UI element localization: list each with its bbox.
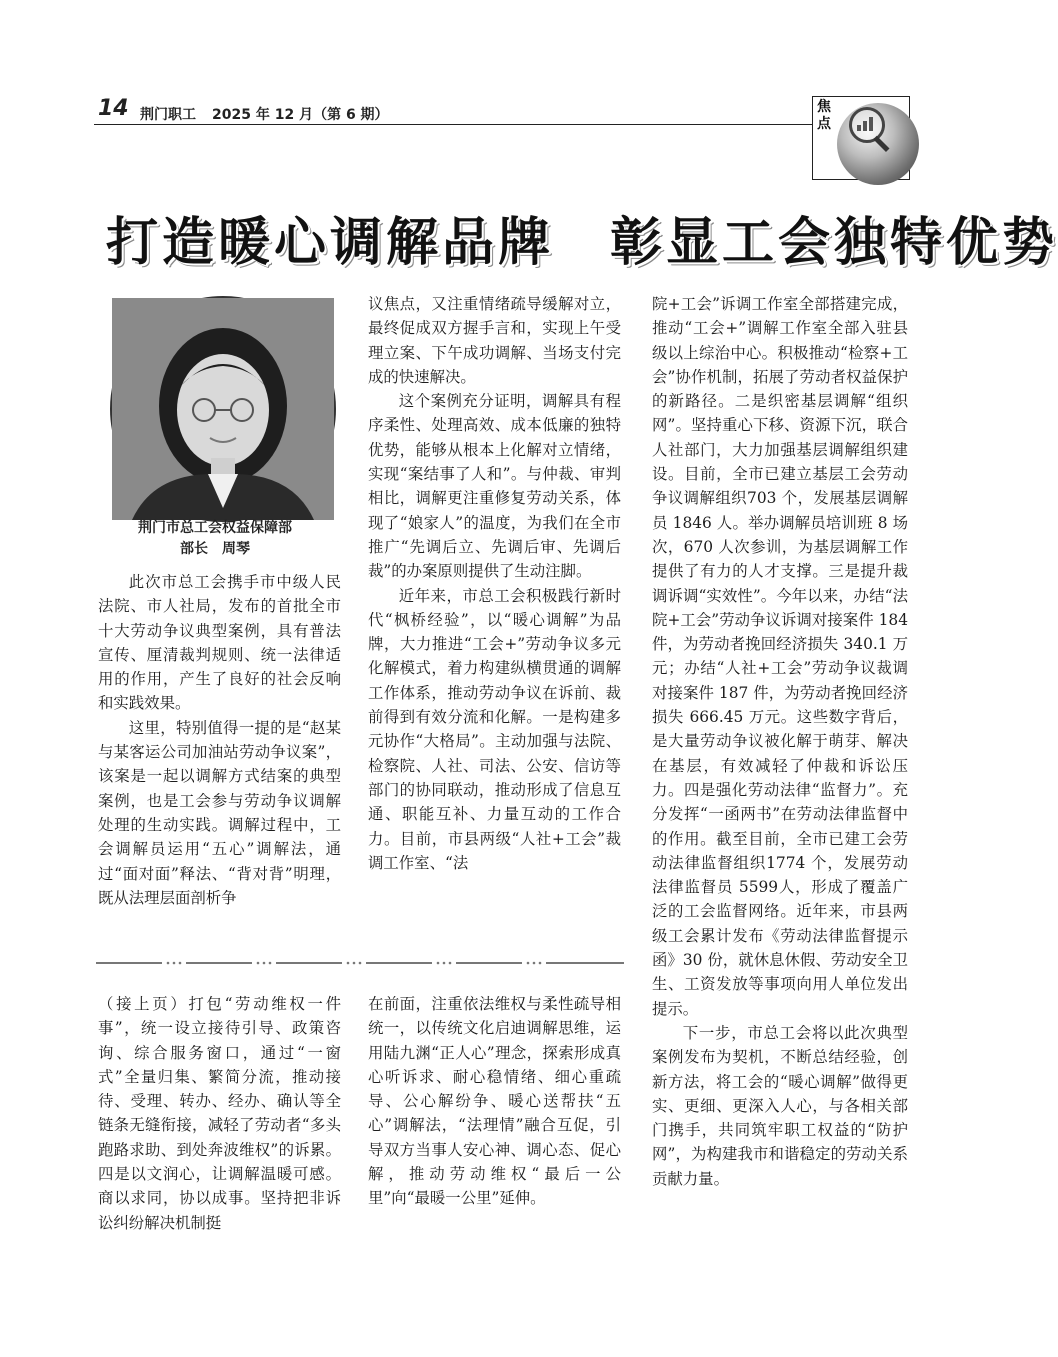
portrait-illustration: [112, 298, 334, 520]
paragraph: 近年来，市总工会积极践行新时代“枫桥经验”，以“暖心调解”为品牌，大力推进“工会+”劳动争议多元化解模式，着力构建纵横贯通的调解工作体系，推动劳动争议在诉前、裁前得到有效分流和化解。一是构建多元协作“大格局”。主动加强与法院、检察院、人社、司法、公安、信访等部门的协同联动，推动形成了信息互通、职能互补、力量互动的工作合力。目前，市县两级“人社+工会”裁调工作室、“法: [368, 586, 621, 872]
publication-name: 荆门职工: [140, 107, 196, 123]
issue-date: 2025 年 12 月（第 6 期）: [212, 107, 389, 123]
paragraph: 这里，特别值得一提的是“赵某与某客运公司加油站劳动争议案”，该案是一起以调解方式结案的典型案例，也是工会参与劳动争议调解处理的生动实践。调解过程中，工会调解员运用“五心”调解法，通过“面对面”释法、“背对背”明理，既从法理层面剖析争: [98, 718, 341, 907]
photo-caption: [104, 518, 326, 560]
continued-column-1: [98, 992, 341, 1235]
header-rule: [94, 124, 812, 125]
page-number: 14: [98, 96, 129, 121]
article-column-3: [652, 292, 908, 1191]
paragraph: 此次市总工会携手市中级人民法院、市人社局，发布的首批全市十大劳动争议典型案例，具有普法宣传、厘清裁判规则、统一法律适用的作用，产生了良好的社会反响和实践效果。: [98, 573, 341, 713]
article-column-2: [368, 292, 621, 875]
article-column-1: [98, 570, 341, 910]
paragraph: 下一步，市总工会将以此次典型案例发布为契机，不断总结经验，创新方法，将工会的“暖心调解”做得更实、更细、更深入人心，与各相关部门携手，共同筑牢职工权益的“防护网”，为构建我市和谐稳定的劳动关系贡献力量。: [652, 1023, 908, 1188]
section-divider: [96, 960, 624, 966]
paragraph: 院+工会”诉调工作室全部搭建完成，推动“工会+”调解工作室全部入驻县级以上综治中心。积极推动“检察+工会”协作机制，拓展了劳动者权益保护的新路径。二是织密基层调解“组织网”。坚持重心下移、资源下沉，联合人社部门，大力加强基层调解组织建设。目前，全市已建立基层工会劳动争议调解组织703 个，发展基层调解员 1846 人。举办调解员培训班 8 场次，670 人次参训，为基层调解工作提供了有力的人才支撑。三是提升裁调诉调“实效性”。今年以来，办结“法院+工会”劳动争议诉调对接案件 184 件，为劳动者挽回经济损失 340.1 万元；办结“人社+工会”劳动争议裁调对接案件 187 件，为劳动者挽回经济损失 666.45 万元。这些数字背后，是大量劳动争议被化解于萌芽、解决在基层，有效减轻了仲裁和诉讼压力。四是强化劳动法律“监督力”。充分发挥“一函两书”在劳动法律监督中的作用。截至目前，全市已建工会劳动法律监督组织1774 个，发展劳动法律监督员 5599人，形成了覆盖广泛的工会监督网络。近年来，市县两级工会累计发布《劳动法律监督提示函》30 份，就休息休假、劳动安全卫生、工资发放等事项向用人单位发出提示。: [652, 295, 908, 1018]
paragraph: 议焦点，又注重情绪疏导缓解对立，最终促成双方握手言和，实现上午受理立案、下午成功调解、当场支付完成的快速解决。: [368, 295, 621, 386]
caption-line-2: 部长 周琴: [180, 541, 250, 557]
bar-chart-icon: [857, 117, 875, 131]
author-portrait: [110, 296, 336, 522]
section-badge: [812, 96, 910, 180]
caption-line-1: 荆门市总工会权益保障部: [138, 520, 292, 536]
paragraph: （接上页）打包“劳动维权一件事”，统一设立接待引导、政策咨询、综合服务窗口，通过“一窗式”全量归集、繁简分流，推动接待、受理、转办、经办、确认等全链条无缝衔接，减轻了劳动者“多头跑路求助、到处奔波维权”的诉累。四是以文润心，让调解温暖可感。商以求同，协以成事。坚持把非诉讼纠纷解决机制挺: [98, 995, 341, 1232]
continued-column-2: [368, 992, 621, 1211]
paragraph: 在前面，注重依法维权与柔性疏导相统一，以传统文化启迪调解思维，运用陆九渊“正人心”理念，探索形成真心听诉求、耐心稳情绪、细心重疏导、公心解纷争、暖心送帮扶“五心”调解法，“法理情”融合互促，引导双方当事人安心神、调心态、促心解，推动劳动维权“最后一公里”向“最暖一公里”延伸。: [368, 995, 621, 1208]
paragraph: 这个案例充分证明，调解具有程序柔性、处理高效、成本低廉的独特优势，能够从根本上化解对立情绪，实现“案结事了人和”。与仲裁、审判相比，调解更注重修复劳动关系，体现了“娘家人”的温度，为我们在全市推广“先调后立、先调后审、先调后裁”的办案原则提供了生动注脚。: [368, 392, 621, 581]
article-title: 打造暖心调解品牌 彰显工会独特优势: [106, 212, 1058, 273]
section-label: 焦点: [817, 99, 831, 132]
